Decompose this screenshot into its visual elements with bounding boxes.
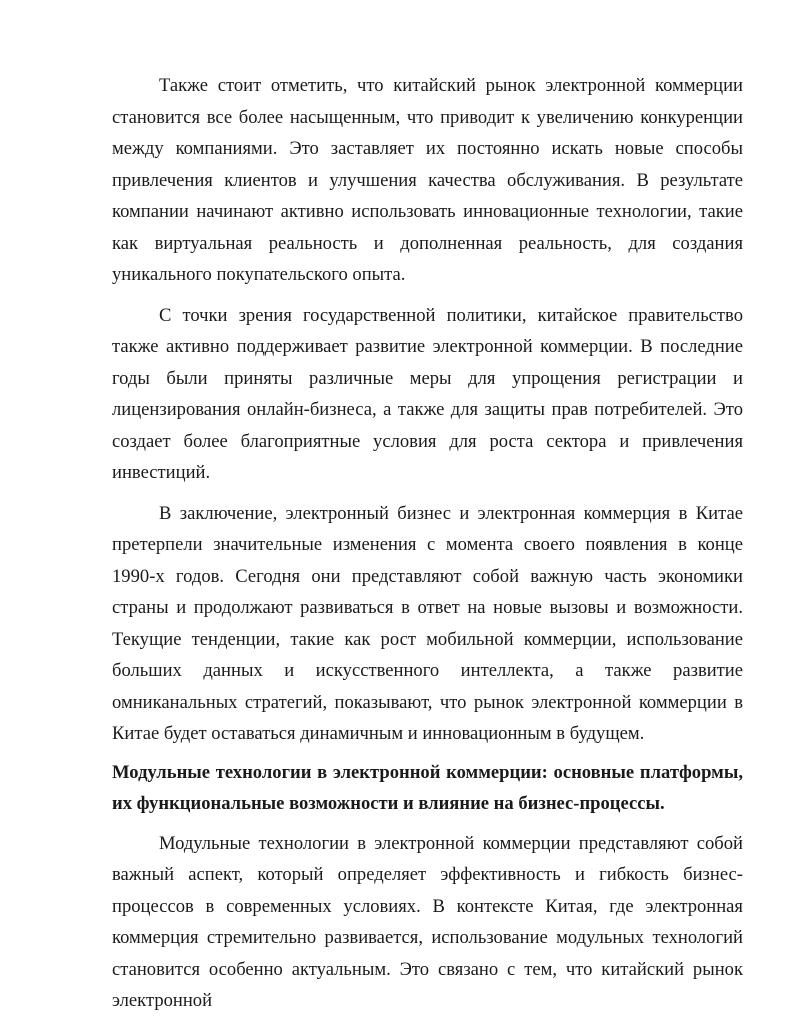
paragraph-government-policy: С точки зрения государственной политики, китайское правительство также активно поддерживает развитие электронной коммерции. В последние годы были приняты различные меры для упрощения регистрации и лицензирования онлайн-бизнеса, а также для защиты прав потребителей. Это создает более благоприятные условия для роста сектора и привлечения инвестиций.: [112, 304, 743, 483]
paragraph-modular-technologies: Модульные технологии в электронной коммерции представляют собой важный аспект, который определяет эффективность и гибкость бизнес-процессов в современных условиях. В контексте Китая, где электронная коммерция стремительно развивается, использование модульных технологий становится особенно актуальным. Это связано с тем, что китайский рынок электронной: [112, 832, 743, 1011]
paragraph-conclusion: В заключение, электронный бизнес и электронная коммерция в Китае претерпели значительные изменения с момента своего появления в конце 1990-х годов. Сегодня они представляют собой важную часть экономики страны и продолжают развиваться в ответ на новые вызовы и возможности. Текущие тенденции, такие как рост мобильной коммерции, использование больших данных и искусственного интеллекта, а также развитие омниканальных стратегий, показывают, что рынок электронной коммерции в Китае будет оставаться динамичным и инновационным в будущем.: [112, 502, 743, 744]
section-heading: Модульные технологии в электронной коммерции: основные платформы, их функциональные возможности и влияние на бизнес-процессы.: [112, 761, 743, 814]
paragraph-competition: Также стоит отметить, что китайский рынок электронной коммерции становится все более насыщенным, что приводит к увеличению конкуренции между компаниями. Это заставляет их постоянно искать новые способы привлечения клиентов и улучшения качества обслуживания. В результате компании начинают активно использовать инновационные технологии, такие как виртуальная реальность и дополненная реальность, для создания уникального покупательского опыта.: [112, 75, 743, 285]
document-page: [112, 70, 743, 1017]
